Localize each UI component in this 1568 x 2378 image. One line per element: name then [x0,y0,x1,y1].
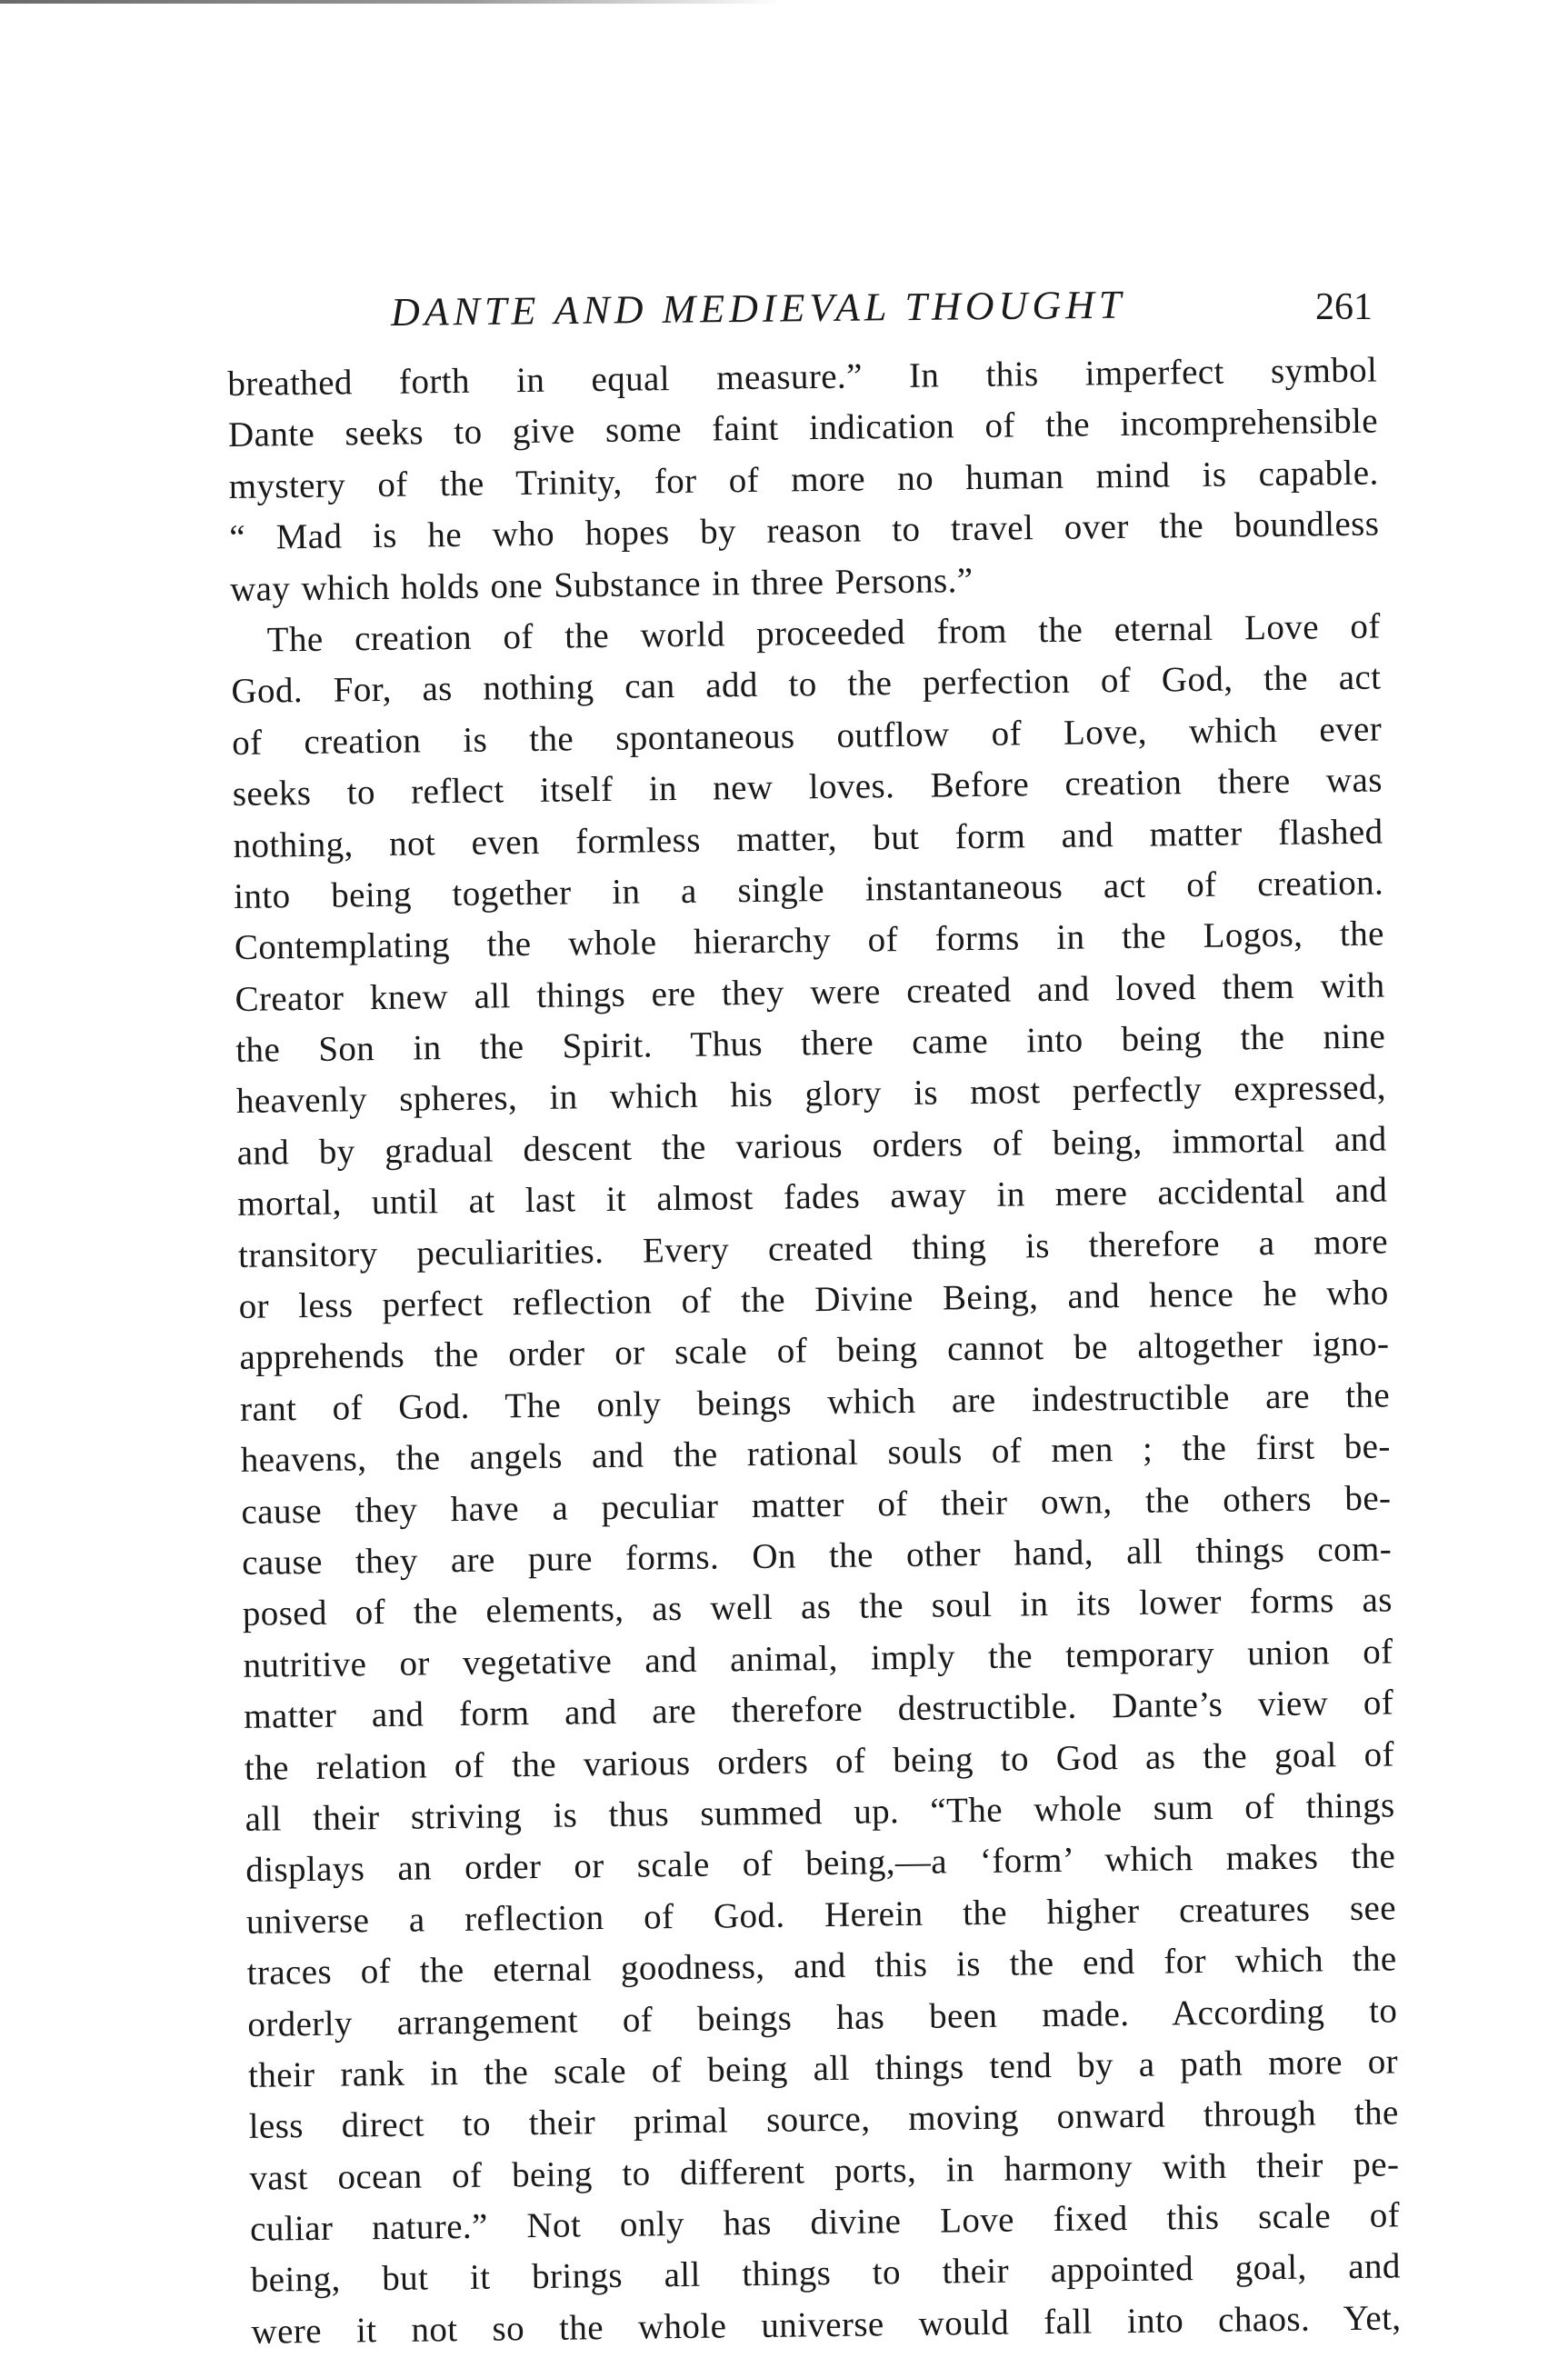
text-line: Contemplating the whole hierarchy of forms in the Logos, the [234,914,1385,968]
text-line: mortal, until at last it almost fades away in mere accidental and [237,1170,1388,1224]
text-line: transitory peculiarities. Every created thing is therefore a more [237,1222,1389,1275]
text-line: Creator knew all things ere they were created and loved them with [235,965,1385,1019]
text-line: the relation of the various orders of being to God as the goal of [244,1734,1395,1788]
text-line: less direct to their primal source, moving onward through the [248,2093,1399,2147]
text-line: “ Mad is he who hopes by reason to travel over the boundless [229,504,1380,558]
text-line: rant of God. The only beings which are indestructible are the [239,1375,1391,1429]
text-line: all their striving is thus summed up. “The whole sum of things [245,1785,1395,1839]
running-head [227,282,1373,344]
text-line: Dante seeks to give some faint indication of the incomprehensible [227,401,1379,455]
body-text [227,345,1402,2359]
text-line: universe a reflection of God. Herein the higher creatures see [245,1888,1397,1942]
text-line: culiar nature.” Not only has divine Love fixed this scale of [249,2195,1401,2249]
text-line: or less perfect reflection of the Divine Being, and hence he who [238,1273,1389,1326]
text-line: cause they are pure forms. On the other hand, all things com- [241,1529,1393,1583]
text-line: way which holds one Substance in three Persons.” [229,560,974,609]
text-line: matter and form and are therefore destructible. Dante’s view of [243,1683,1394,1737]
text-line: into being together in a single instantaneous act of creation. [233,863,1384,916]
text-line: posed of the elements, as well as the soul in its lower forms as [242,1580,1393,1634]
text-line: breathed forth in equal measure.” In this imperfect symbol [227,350,1378,404]
running-title: DANTE AND MEDIEVAL THOUGHT [390,282,1126,335]
text-line: mystery of the Trinity, for of more no human mind is capable. [228,453,1379,506]
text-line: nothing, not even formless matter, but form and matter flashed [233,812,1383,865]
text-line: heavens, the angels and the rational souls of men ; the first be- [240,1426,1391,1481]
text-line: being, but it brings all things to their appointed goal, and [250,2246,1401,2301]
text-line: apprehends the order or scale of being cannot be altogether igno- [239,1324,1390,1378]
text-line: The creation of the world proceeded from the eternal Love of [266,606,1381,660]
text-line: traces of the eternal goodness, and this is the end for which the [246,1939,1397,1993]
text-line: nutritive or vegetative and animal, imply the temporary union of [243,1632,1393,1685]
text-line: God. For, as nothing can add to the perfection of God, the act [231,657,1382,712]
scan-edge-shadow [0,0,782,4]
text-line: heavenly spheres, in which his glory is most perfectly expressed, [235,1067,1387,1122]
text-line: orderly arrangement of beings has been made. According to [247,1990,1398,2044]
text-line: displays an order or scale of being,—a ‘form’ which makes the [245,1836,1396,1891]
text-line: were it not so the whole universe would fall into chaos. Yet, [251,2298,1402,2352]
page-number: 261 [1315,286,1373,328]
text-line: their rank in the scale of being all things tend by a path more or [247,2042,1399,2095]
text-line: vast ocean of being to different ports, in harmony with their pe- [249,2144,1400,2198]
text-line: seeks to reflect itself in new loves. Before creation there was [232,760,1383,814]
text-line: and by gradual descent the various orders of being, immortal and [236,1119,1387,1173]
text-line: of creation is the spontaneous outflow of Love, which ever [231,709,1383,763]
text-line: the Son in the Spirit. Thus there came into being the nine [235,1016,1386,1071]
text-line: cause they have a peculiar matter of their own, the others be- [241,1478,1392,1532]
